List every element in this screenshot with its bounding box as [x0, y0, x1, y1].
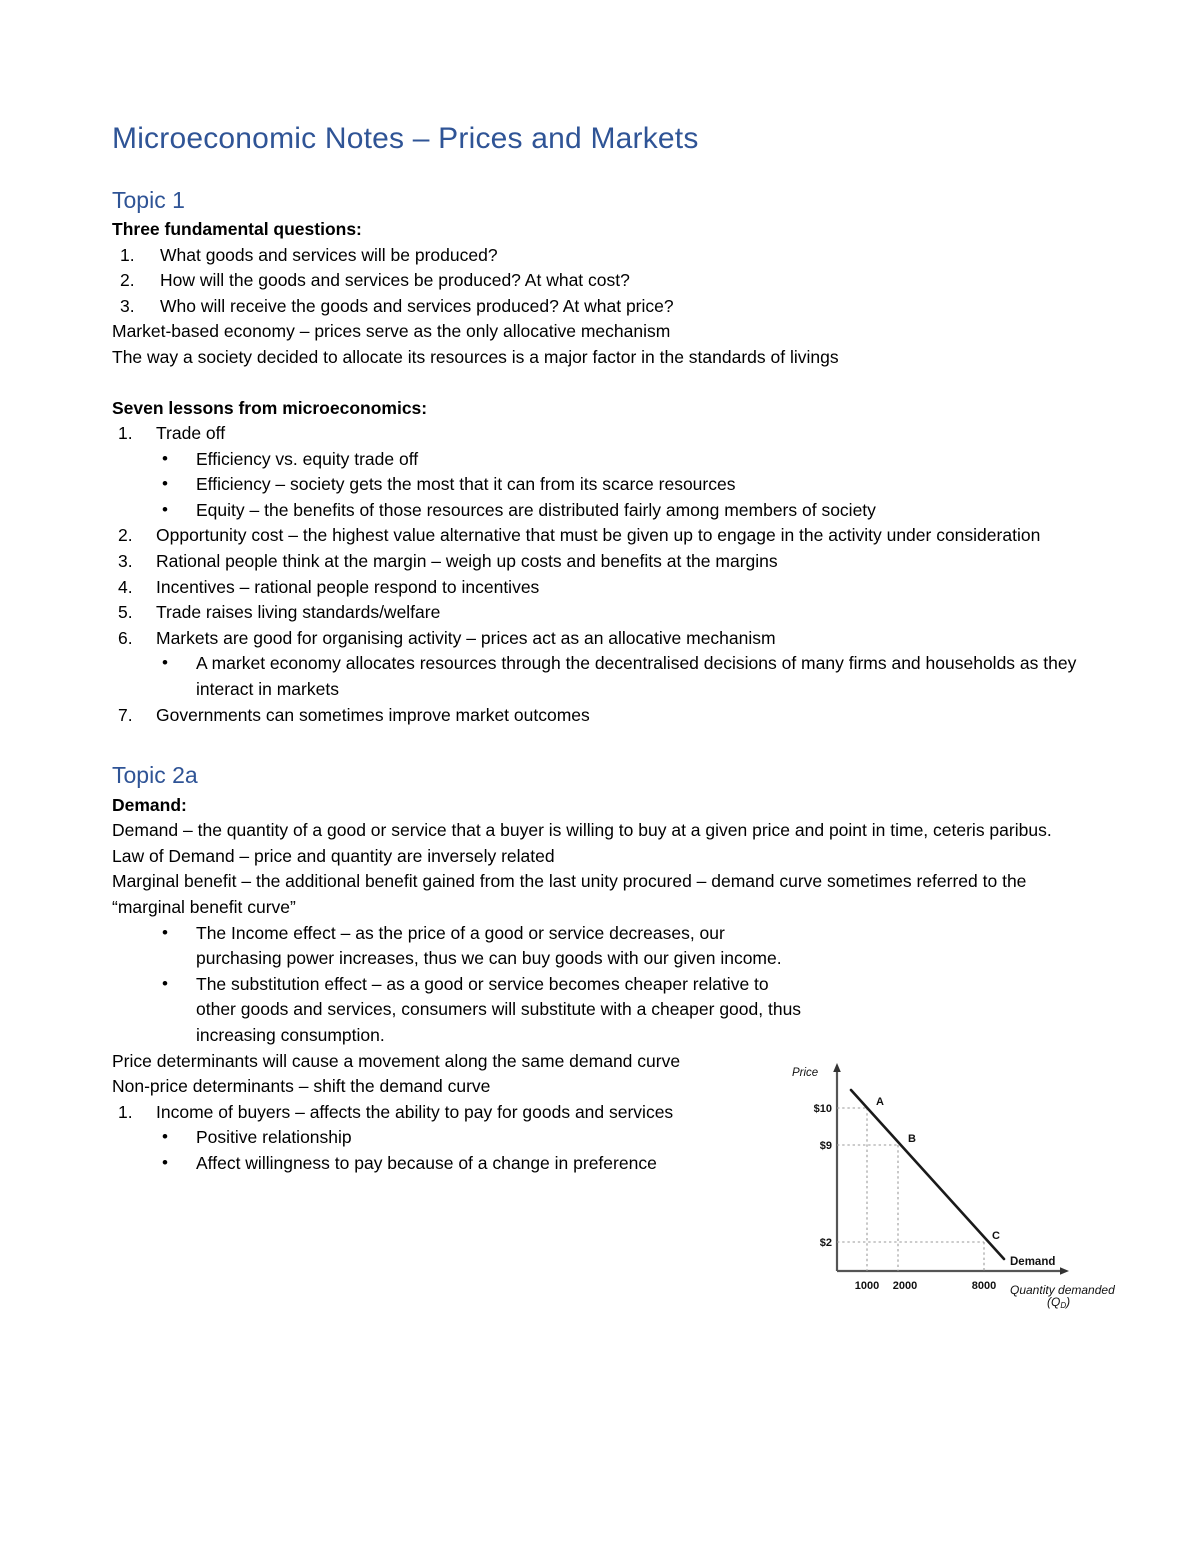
text-law-of-demand: Law of Demand – price and quantity are inversely related: [112, 845, 555, 866]
point-label-b: B: [908, 1133, 916, 1145]
demand-curve-line: [851, 1090, 1004, 1259]
x-tick-label: 2000: [892, 1280, 918, 1292]
label-three-fundamental-questions: Three fundamental questions:: [112, 218, 362, 239]
list-marker: 2.: [118, 525, 133, 546]
list-marker: 3.: [120, 295, 135, 316]
point-label-a: A: [876, 1096, 884, 1108]
chart-x-axis-subtitle: (QD): [1047, 1295, 1071, 1310]
list-item-text: Opportunity cost – the highest value alternative that must be given up to engage in the activity under consideration: [156, 525, 1041, 546]
bullet-icon: •: [162, 448, 168, 468]
bullet-icon: •: [162, 653, 168, 673]
demand-curve-figure: [788, 1052, 1138, 1310]
list-item-text: Rational people think at the margin – weigh up costs and benefits at the margins: [156, 551, 778, 572]
list-item: [112, 421, 1088, 447]
heading-topic-1: Topic 1: [112, 186, 185, 213]
y-tick-label: $2: [819, 1237, 832, 1249]
list-item: [112, 1125, 812, 1151]
list-item: [112, 972, 812, 1049]
list-item: [112, 921, 812, 972]
list-item: [112, 523, 1088, 549]
page-title: Microeconomic Notes – Prices and Markets: [112, 122, 699, 155]
bullet-icon: •: [162, 973, 168, 993]
list-item: [112, 703, 1088, 729]
list-fundamental-questions: [112, 243, 1088, 320]
list-item-text: Efficiency vs. equity trade off: [196, 448, 419, 469]
list-item-text: Equity – the benefits of those resources are distributed fairly among members of society: [196, 499, 876, 520]
list-marker: 7.: [118, 704, 133, 725]
list-item: [112, 549, 1088, 575]
list-marker: 6.: [118, 627, 133, 648]
list-seven-lessons-last: [112, 703, 1088, 729]
heading-topic-2a: Topic 2a: [112, 762, 198, 789]
label-demand: Demand:: [112, 794, 187, 815]
list-marker: 3.: [118, 551, 133, 572]
list-item-text: Who will receive the goods and services produced? At what price?: [160, 295, 674, 316]
chart-point-labels: [876, 1096, 1000, 1242]
list-item: [112, 268, 1088, 294]
list-item-text: Positive relationship: [196, 1127, 352, 1148]
chart-y-axis-title: Price: [792, 1067, 819, 1079]
list-item: [112, 294, 1088, 320]
list-item: [112, 626, 1088, 652]
point-label-c: C: [992, 1230, 1000, 1242]
list-item-text: What goods and services will be produced?: [160, 244, 498, 265]
list-non-price-determinants: [112, 1100, 812, 1126]
list-item-text: Efficiency – society gets the most that it can from its scarce resources: [196, 474, 736, 495]
text-marginal-benefit: Marginal benefit – the additional benefit gained from the last unity procured – demand curve sometimes referred to the “marginal benefit curve”: [112, 871, 1027, 918]
y-tick-label: $9: [819, 1140, 832, 1152]
list-item-text: Affect willingness to pay because of a change in preference: [196, 1152, 657, 1173]
list-marker: 1.: [118, 423, 133, 444]
list-item-text: How will the goods and services be produced? At what cost?: [160, 270, 630, 291]
list-item: [112, 498, 1088, 524]
text-non-price-determinants: Non-price determinants – shift the demand curve: [112, 1076, 491, 1097]
list-item-text: Trade off: [156, 423, 226, 444]
chart-x-axis-title: Quantity demanded: [1010, 1283, 1115, 1297]
bullet-icon: •: [162, 499, 168, 519]
text-price-determinants: Price determinants will cause a movement along the same demand curve: [112, 1050, 681, 1071]
text-demand-definition: Demand – the quantity of a good or service that a buyer is willing to buy at a given price and point in time, ceteris paribus.: [112, 820, 1052, 841]
list-item: [112, 575, 1088, 601]
list-demand-effects: [112, 921, 812, 1049]
list-item-text: Markets are good for organising activity – prices act as an allocative mechanism: [156, 627, 776, 648]
x-tick-label: 8000: [971, 1280, 997, 1292]
bullet-icon: •: [162, 474, 168, 494]
text-society-allocation: The way a society decided to allocate its resources is a major factor in the standards of livings: [112, 346, 839, 367]
list-marker: 1.: [118, 1101, 133, 1122]
list-item: [112, 600, 1088, 626]
bullet-icon: •: [162, 922, 168, 942]
list-item: [112, 447, 1088, 473]
list-item: [112, 243, 1088, 269]
sublist-income-of-buyers: [112, 1125, 812, 1176]
chart-series-label: Demand: [1010, 1256, 1056, 1268]
paragraph-spacer: [112, 371, 1088, 396]
y-tick-label: $10: [813, 1103, 832, 1115]
text-market-based-economy: Market-based economy – prices serve as the only allocative mechanism: [112, 321, 671, 342]
chart-axes: [833, 1063, 1069, 1275]
label-seven-lessons: Seven lessons from microeconomics:: [112, 397, 428, 418]
list-seven-lessons: [112, 421, 1088, 447]
list-marker: 1.: [120, 244, 135, 265]
list-seven-lessons-continued: [112, 523, 1088, 651]
text-column-beside-figure: [112, 921, 812, 1177]
list-item: [112, 1100, 812, 1126]
list-item-text: The Income effect – as the price of a good or service decreases, our purchasing power increases, thus we can buy goods with our given income.: [196, 922, 782, 969]
sublist-market-economy: [112, 651, 1088, 702]
bullet-icon: •: [162, 1152, 168, 1172]
list-item: [112, 651, 1088, 702]
chart-y-tick-labels: [814, 1103, 832, 1249]
bullet-icon: •: [162, 1127, 168, 1147]
sublist-trade-off: [112, 447, 1088, 524]
list-item-text: Incentives – rational people respond to incentives: [156, 576, 540, 597]
list-item-text: Income of buyers – affects the ability to pay for goods and services: [156, 1101, 674, 1122]
chart-x-tick-labels: [855, 1280, 996, 1292]
list-marker: 4.: [118, 576, 133, 597]
list-item-text: Governments can sometimes improve market outcomes: [156, 704, 590, 725]
list-item: [112, 1151, 812, 1177]
list-marker: 2.: [120, 270, 135, 291]
list-marker: 5.: [118, 602, 133, 623]
x-tick-label: 1000: [854, 1280, 880, 1292]
list-item-text: The substitution effect – as a good or service becomes cheaper relative to other goods and services, consumers will substitute with a cheaper good, thus increasing consumption.: [196, 973, 802, 1045]
list-item-text: A market economy allocates resources through the decentralised decisions of many firms and households as they interact in markets: [196, 653, 1077, 700]
document-content: [112, 122, 1088, 1177]
list-item: [112, 472, 1088, 498]
list-item-text: Trade raises living standards/welfare: [156, 602, 441, 623]
